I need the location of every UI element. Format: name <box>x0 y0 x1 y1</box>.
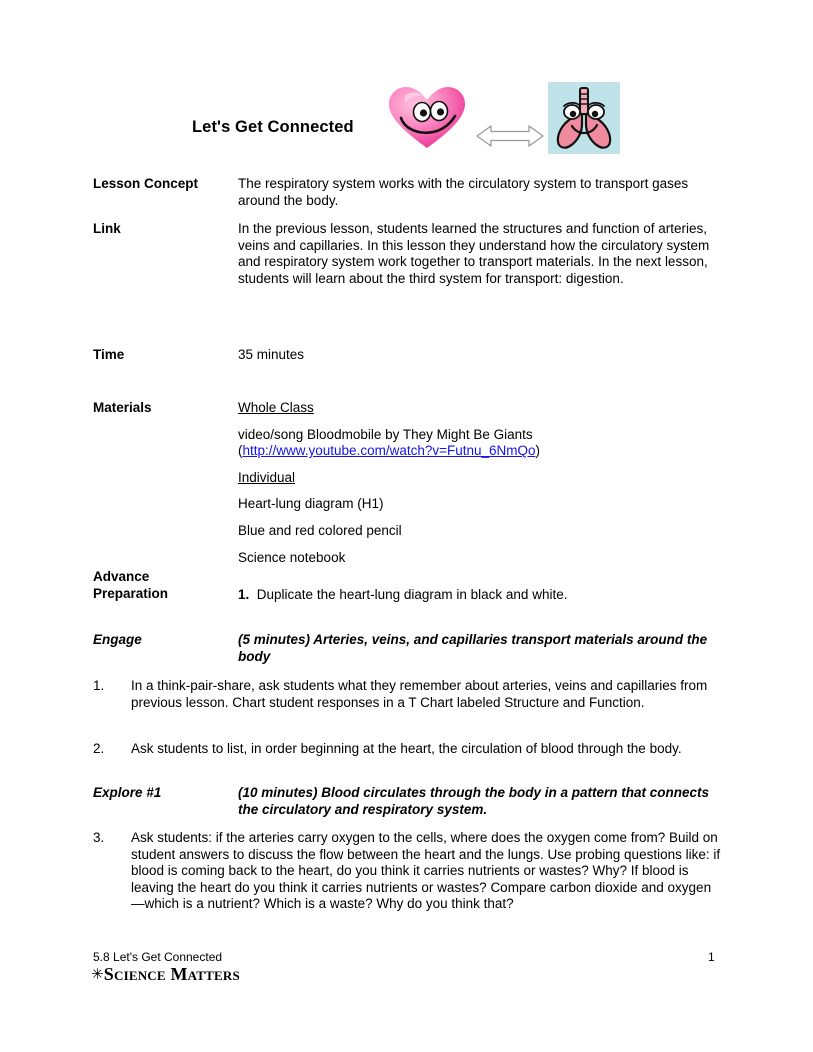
asterisk-icon: ✳ <box>91 965 104 983</box>
document-header <box>93 80 723 162</box>
materials-item-0: Heart-lung diagram (H1) <box>238 496 384 512</box>
label-link: Link <box>93 221 121 236</box>
page-number: 1 <box>708 950 715 964</box>
youtube-link[interactable]: http://www.youtube.com/watch?v=Futnu_6NmQo <box>242 443 536 459</box>
footer-lesson-label: 5.8 Let's Get Connected <box>93 950 223 964</box>
label-time: Time <box>93 347 125 362</box>
label-explore: Explore #1 <box>93 785 162 800</box>
list-item-number: 2. <box>93 741 105 756</box>
heading-engage: (5 minutes) Arteries, veins, and capillaries transport materials around the body <box>238 632 708 664</box>
list-item-number: 1. <box>93 678 105 693</box>
heading-explore: (10 minutes) Blood circulates through the body in a pattern that connects the circulatory and respiratory system. <box>238 785 710 817</box>
science-matters-logo <box>91 964 240 984</box>
materials-whole-class-heading: Whole Class <box>238 400 314 415</box>
label-lesson-concept: Lesson Concept <box>93 176 199 191</box>
advance-preparation-number: 1. <box>238 587 250 602</box>
text-lesson-concept: The respiratory system works with the circulatory system to transport gases around the body. <box>238 176 689 208</box>
advance-preparation-item <box>238 587 723 604</box>
page-title: Let's Get Connected <box>192 118 354 136</box>
label-engage: Engage <box>93 632 142 647</box>
materials-url-line <box>238 443 723 460</box>
materials-content <box>238 400 723 566</box>
label-advance-line1: Advance <box>93 569 150 584</box>
list-item <box>93 678 723 711</box>
list-item-text: In a think-pair-share, ask students what they remember about arteries, veins and capillaries from previous lesson. Chart student responses in a T Chart labeled Structure and Function. <box>131 678 708 710</box>
url-open-paren: ( <box>238 443 243 459</box>
materials-item-1: Blue and red colored pencil <box>238 522 402 538</box>
double-headed-arrow-icon <box>475 122 545 150</box>
advance-preparation-text: Duplicate the heart-lung diagram in black and white. <box>256 587 568 602</box>
science-matters-logo-text: Science Matters <box>103 964 240 984</box>
smiling-heart-cartoon <box>385 82 469 154</box>
label-advance-line2: Preparation <box>93 585 169 601</box>
label-materials: Materials <box>93 400 152 415</box>
text-link: In the previous lesson, students learned the structures and function of arteries, veins and capillaries. In this lesson they understand how the circulatory system and respiratory system work together to transport materials. In the next lesson, students will learn about the third system for transport: digestion. <box>238 221 710 286</box>
materials-video-line: video/song Bloodmobile by They Might Be Giants <box>238 426 533 442</box>
label-advance-preparation <box>93 569 235 602</box>
materials-individual-heading: Individual <box>238 469 296 485</box>
list-item-text: Ask students to list, in order beginning at the heart, the circulation of blood through the body. <box>131 741 682 756</box>
list-item-number: 3. <box>93 830 105 845</box>
url-close-paren: ) <box>535 443 541 459</box>
text-time: 35 minutes <box>238 347 305 362</box>
smiling-lungs-cartoon <box>548 82 620 154</box>
list-item <box>93 830 723 913</box>
materials-item-2: Science notebook <box>238 549 346 565</box>
list-item <box>93 741 723 758</box>
list-item-text: Ask students: if the arteries carry oxygen to the cells, where does the oxygen come from? Build on student answers to discuss the flow between the heart and the lungs. Use probing questions like: if blood is coming back to the heart, do you think it carries nutrients or wastes? Why? If blood is leaving the heart do you think it carries nutrients or wastes? Compare carbon dioxide and oxygen—which is a nutrient? Which is a waste? Why do you think that? <box>131 830 721 912</box>
